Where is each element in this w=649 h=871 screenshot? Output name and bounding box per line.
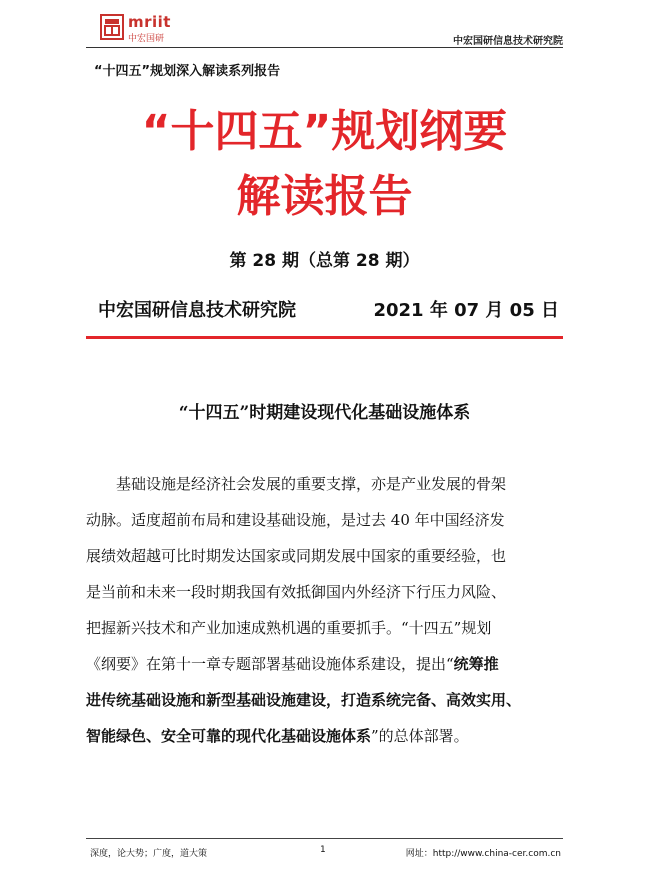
footer-website: 网址：http://www.china-cer.com.cn: [405, 849, 561, 859]
header-divider: [86, 47, 563, 48]
body-line: 把握新兴技术和产业加速成熟机遇的重要抓手。“十四五”规划: [86, 619, 492, 637]
logo-text-cn: 中宏国研: [128, 34, 165, 44]
report-series-label: “十四五”规划深入解读系列报告: [94, 64, 281, 79]
body-line: 展绩效超越可比时期发达国家或同期发展中国家的重要经验，也: [86, 547, 507, 565]
publish-date: 2021 年 07 月 05 日: [373, 300, 559, 321]
report-title-line-1: “十四五”规划纲要: [141, 106, 508, 157]
footer-divider: [86, 838, 563, 839]
issue-number: 第 28 期（总第 28 期）: [229, 251, 420, 271]
logo-text-en: mriit: [128, 13, 171, 31]
logo-mark-icon: [100, 14, 124, 40]
body-line: 智能绿色、安全可靠的现代化基础设施体系”的总体部署。: [86, 727, 469, 745]
header-org-name: 中宏国研信息技术研究院: [453, 36, 563, 47]
body-line: 是当前和未来一段时期我国有效抵御国内外经济下行压力风险、: [86, 583, 507, 601]
logo: [100, 14, 180, 42]
article-body: [86, 466, 564, 754]
page-number: 1: [320, 845, 326, 855]
body-line: 《纲要》在第十一章专题部署基础设施体系建设，提出“统筹推: [86, 655, 499, 673]
body-line: 进传统基础设施和新型基础设施建设，打造系统完备、高效实用、: [86, 691, 522, 709]
report-title-line-2: 解读报告: [236, 171, 413, 222]
red-divider: [86, 336, 563, 339]
publisher-name: 中宏国研信息技术研究院: [98, 300, 296, 321]
section-title: “十四五”时期建设现代化基础设施体系: [178, 403, 471, 423]
body-line: 动脉。适度超前布局和建设基础设施，是过去 40 年中国经济发: [86, 511, 505, 529]
footer-slogan: 深度，论大势；广度，道大策: [90, 849, 208, 859]
body-line: 基础设施是经济社会发展的重要支撑，亦是产业发展的骨架: [116, 475, 507, 493]
